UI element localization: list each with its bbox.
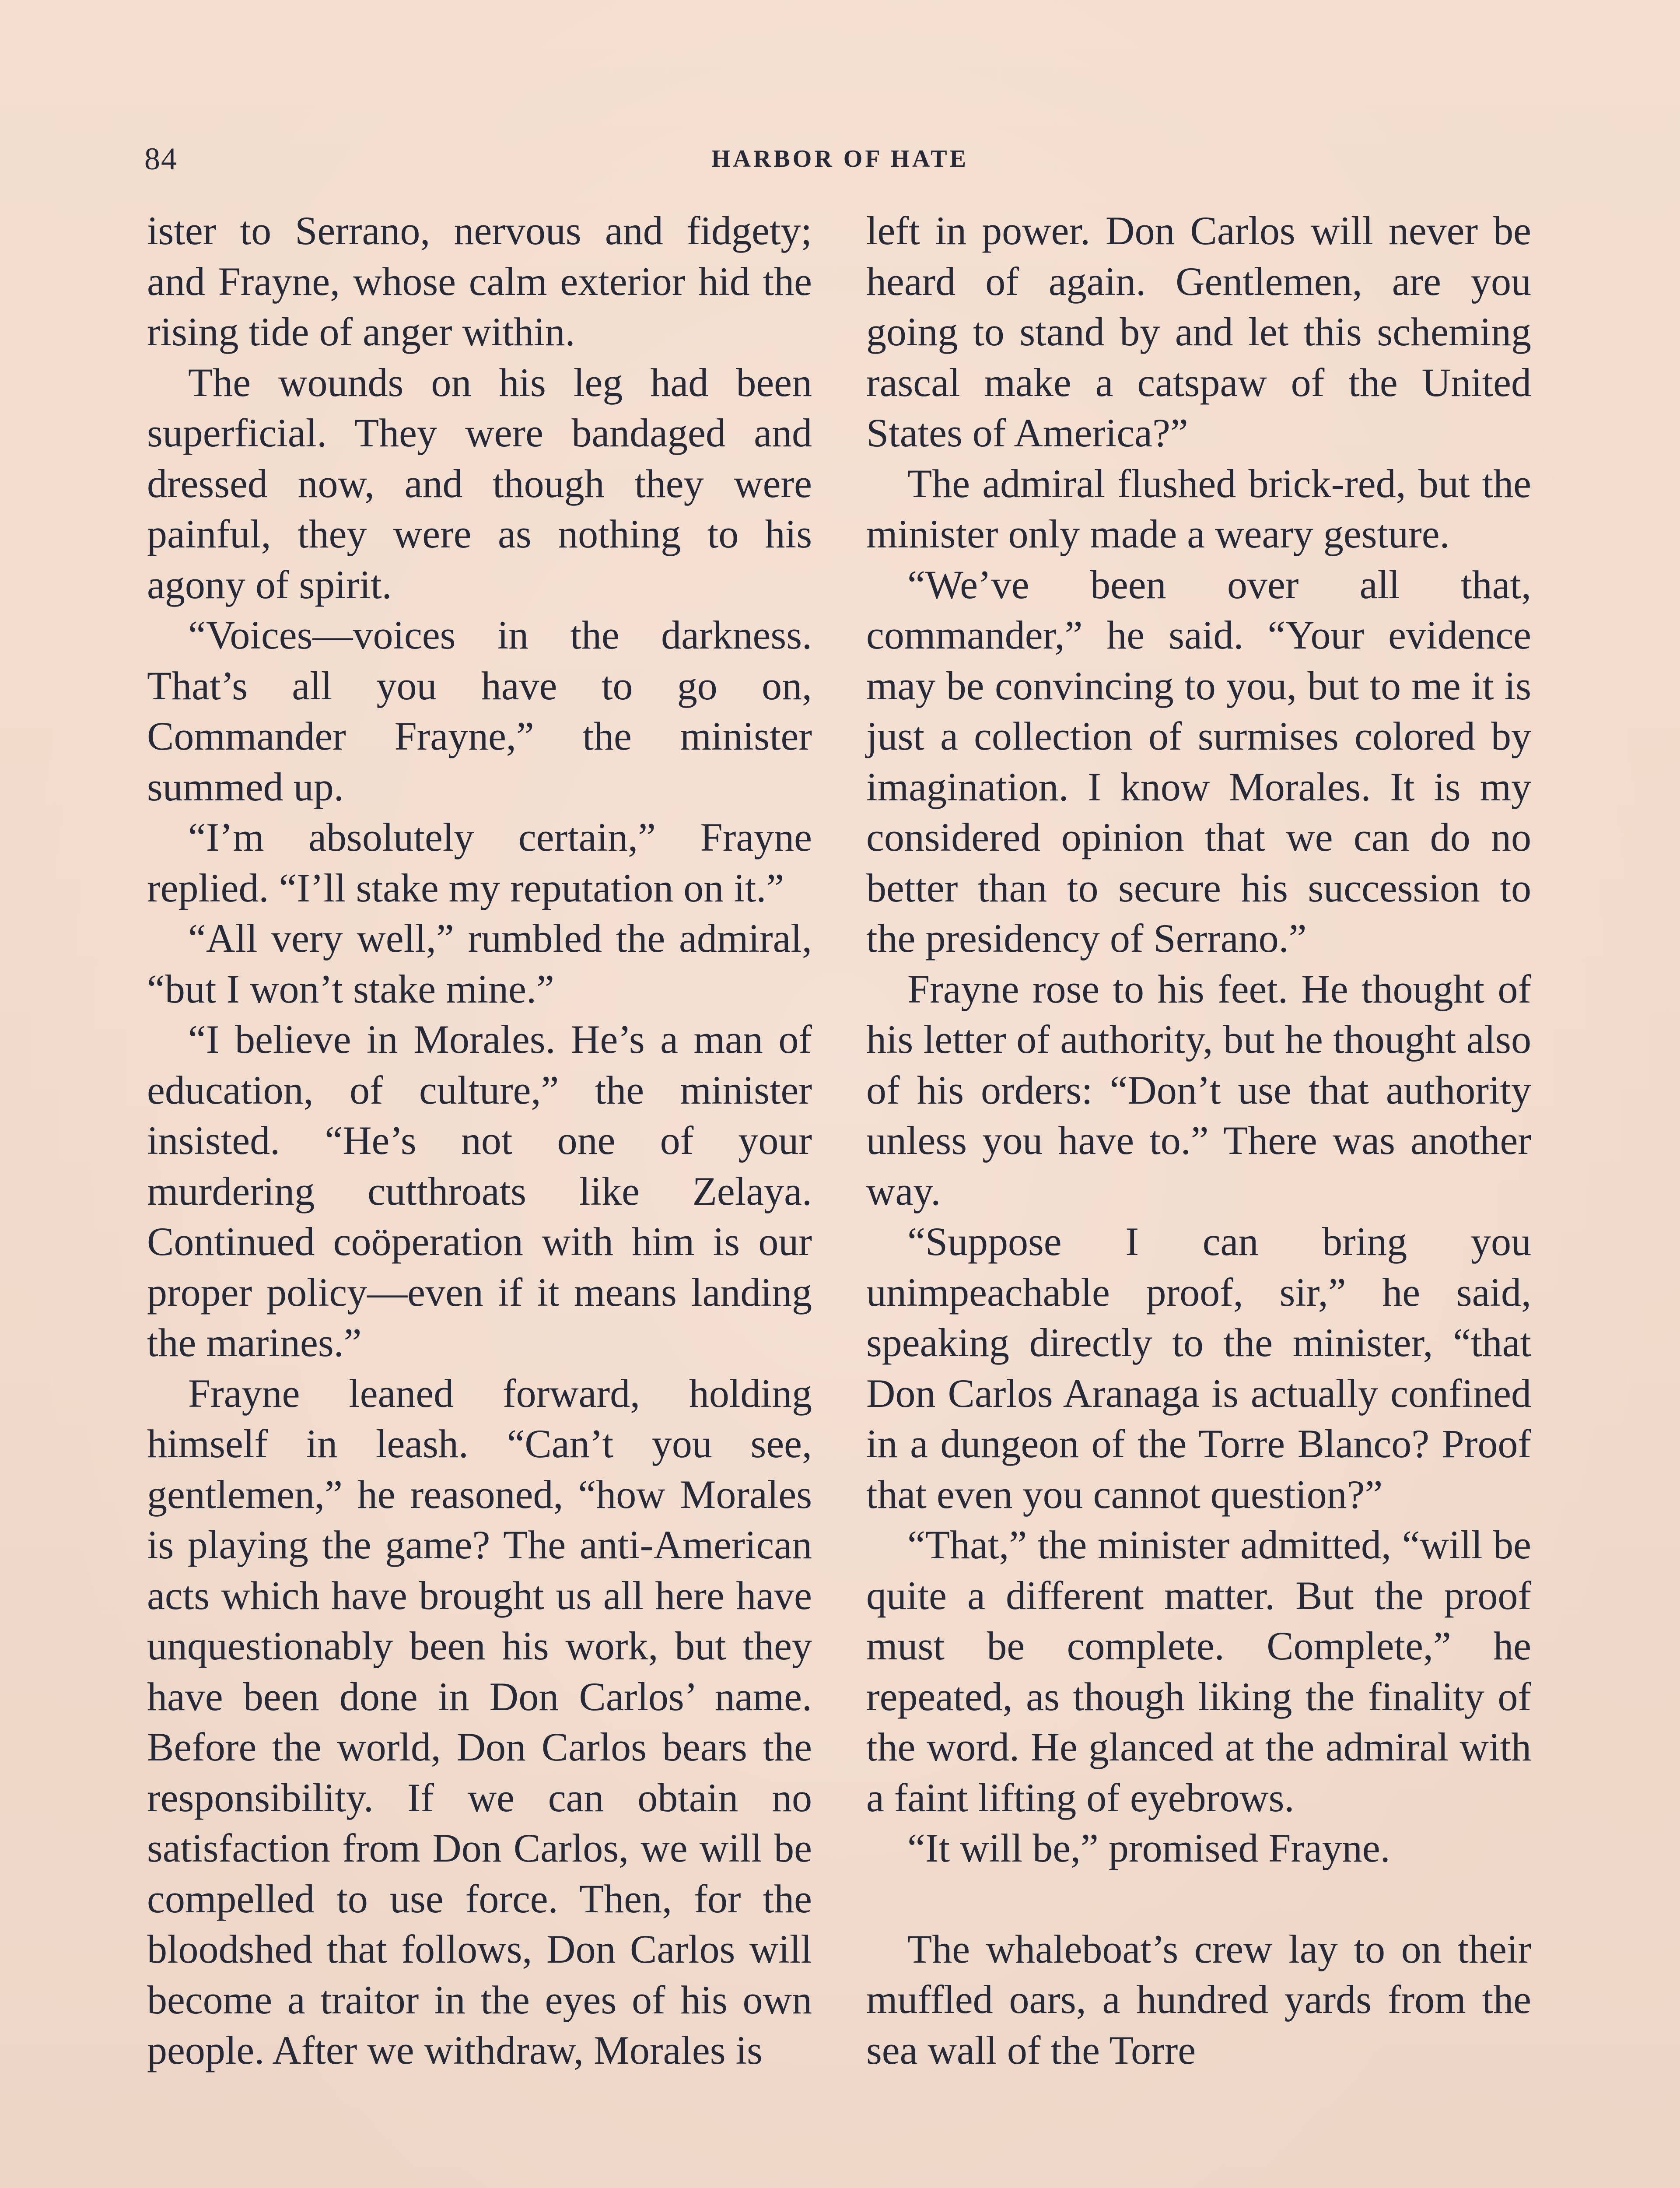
left-column <box>147 206 812 2076</box>
paragraph: Frayne leaned forward, holding himself in leash. “Can’t you see, gentlemen,” he reasoned, “how Morales is playing the game? The anti-American acts which have brought us all here have unquestionably been his work, but they have been done in Don Carlos’ name. Before the world, Don Carlos bears the responsibility. If we can obtain no satisfaction from Don Carlos, we will be compelled to use force. Then, for the bloodshed that follows, Don Carlos will become a traitor in the eyes of his own people. After we withdraw, Morales is <box>147 1371 812 2072</box>
paragraph: ister to Serrano, nervous and fidgety; and Frayne, whose calm exterior hid the rising tide of anger within. <box>147 208 812 354</box>
paragraph: “That,” the minister admitted, “will be quite a different matter. But the proof must be complete. Complete,” he repeated, as though liking the finality of the word. He glanced at the admiral with a faint lifting of eyebrows. <box>866 1522 1531 1820</box>
page-header <box>144 139 1536 179</box>
paragraph: The admiral flushed brick-red, but the minister only made a weary gesture. <box>866 461 1531 556</box>
paragraph: “I’m absolutely certain,” Frayne replied. “I’ll stake my reputation on it.” <box>147 815 812 910</box>
paragraph-section-start: The whaleboat’s crew lay to on their muffled oars, a hundred yards from the sea wall of the Torre <box>866 1926 1531 2072</box>
paragraph: “It will be,” promised Frayne. <box>907 1826 1390 1870</box>
paragraph: Frayne rose to his feet. He thought of his letter of authority, but he thought also of his orders: “Don’t use that authority unless you have to.” There was another way. <box>866 966 1531 1213</box>
paragraph: “We’ve been over all that, commander,” he said. “Your evidence may be convincing to you, but to me it is just a collection of surmises colored by imagination. I know Morales. It is my considered opinion that we can do no better than to secure his succession to the presidency of Serrano.” <box>866 562 1531 961</box>
paragraph: left in power. Don Carlos will never be heard of again. Gentlemen, are you going to stand by and let this scheming rascal make a catspaw of the United States of America?” <box>866 208 1531 455</box>
running-title: HARBOR OF HATE <box>711 145 969 172</box>
paragraph: “Voices—voices in the darkness. That’s all you have to go on, Commander Frayne,” the minister summed up. <box>147 613 812 809</box>
right-column <box>866 206 1531 2076</box>
paragraph: “Suppose I can bring you unimpeachable proof, sir,” he said, speaking directly to the minister, “that Don Carlos Aranaga is actually confined in a dungeon of the Torre Blanco? Proof that even you cannot question?” <box>866 1219 1531 1517</box>
paragraph: “I believe in Morales. He’s a man of education, of culture,” the minister insisted. “He’s not one of your murdering cutthroats like Zelaya. Continued coöperation with him is our proper policy—even if it means landing the marines.” <box>147 1017 812 1365</box>
paragraph: The wounds on his leg had been superficial. They were bandaged and dressed now, and though they were painful, they were as nothing to his agony of spirit. <box>147 360 812 607</box>
page-number: 84 <box>144 141 178 176</box>
paragraph: “All very well,” rumbled the admiral, “but I won’t stake mine.” <box>147 916 812 1011</box>
